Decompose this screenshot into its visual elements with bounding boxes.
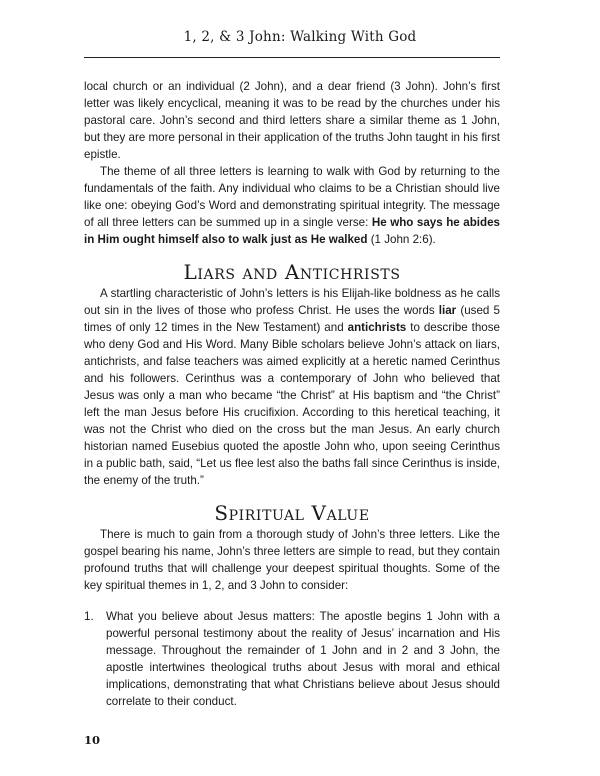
page-number: 10 bbox=[84, 733, 101, 747]
list-item-text: What you believe about Jesus matters: The apostle begins 1 John with a powerful personal testimony about the reality of Jesus’ incarnation and His message. Throughout the remainder of 1 John and in 2 and 3 John, the apostle intertwines theological truths about Jesus with moral and ethical implications, demonstrating that what Christians believe about Jesus should correlate to their conduct. bbox=[106, 610, 500, 708]
list-item bbox=[84, 608, 500, 710]
text-span: A startling characteristic of John’s letters is his Elijah-like boldness as he calls out sin in the lives of those who profess Christ. He uses the words bbox=[84, 287, 500, 317]
paragraph-theme bbox=[84, 163, 500, 248]
body-text bbox=[84, 78, 500, 710]
key-verse: He who says he abides in Him ought himself also to walk just as He walked bbox=[84, 216, 500, 246]
text-span: (used 5 times of only 12 times in the New Testament) and bbox=[84, 304, 500, 334]
text-span: to describe those who deny God and His Word. Many Bible scholars believe John’s attack on liars, antichrists, and false teachers was aimed explicitly at a heretic named Cerinthus and his followers. Cerinthus was a contemporary of John who believed that Jesus was only a man who became “the Christ” at His baptism and “the Christ” left the man Jesus before His crucifixion. According to this heretical teaching, it was not the Christ who died on the cross but the man Jesus. An early church historian named Eusebius quoted the apostle John who, upon seeing Cerinthus in a public bath, said, “Let us flee lest also the baths fall since Cerinthus is inside, the enemy of the truth.” bbox=[84, 321, 500, 487]
header-rule bbox=[84, 57, 500, 58]
list-item-number: 1. bbox=[84, 610, 94, 623]
paragraph-liars-antichrists bbox=[84, 285, 500, 489]
bold-term-liar: liar bbox=[438, 304, 457, 317]
theme-text: The theme of all three letters is learning to walk with God by returning to the fundamentals of the faith. Any individual who claims to be a Christian should live like one: obeying God’s Word and demonstrating spiritual integrity. The message of all three letters can be summed up in a single verse: bbox=[84, 165, 500, 229]
paragraph-intro-continued: local church or an individual (2 John), and a dear friend (3 John). John’s first letter was likely encyclical, meaning it was to be read by the churches under his pastoral care. John’s second and third letters share a similar theme as 1 John, but they are more personal in their application of the truths John taught in his first epistle. bbox=[84, 80, 500, 161]
paragraph-spiritual-value: There is much to gain from a thorough study of John’s three letters. Like the gospel bearing his name, John’s three letters are simple to read, but they contain profound truths that will challenge your deepest spiritual thoughts. Some of the key spiritual themes in 1, 2, and 3 John to consider: bbox=[84, 528, 500, 592]
section-heading-spiritual-value: Spiritual Value bbox=[214, 501, 370, 525]
running-head: 1, 2, & 3 John: Walking With God bbox=[183, 29, 417, 45]
section-heading-liars-antichrists: Liars and Antichrists bbox=[183, 260, 401, 284]
bold-term-antichrists: antichrists bbox=[347, 321, 407, 334]
key-verse-reference: (1 John 2:6). bbox=[367, 233, 436, 246]
spiritual-themes-list bbox=[84, 608, 500, 710]
